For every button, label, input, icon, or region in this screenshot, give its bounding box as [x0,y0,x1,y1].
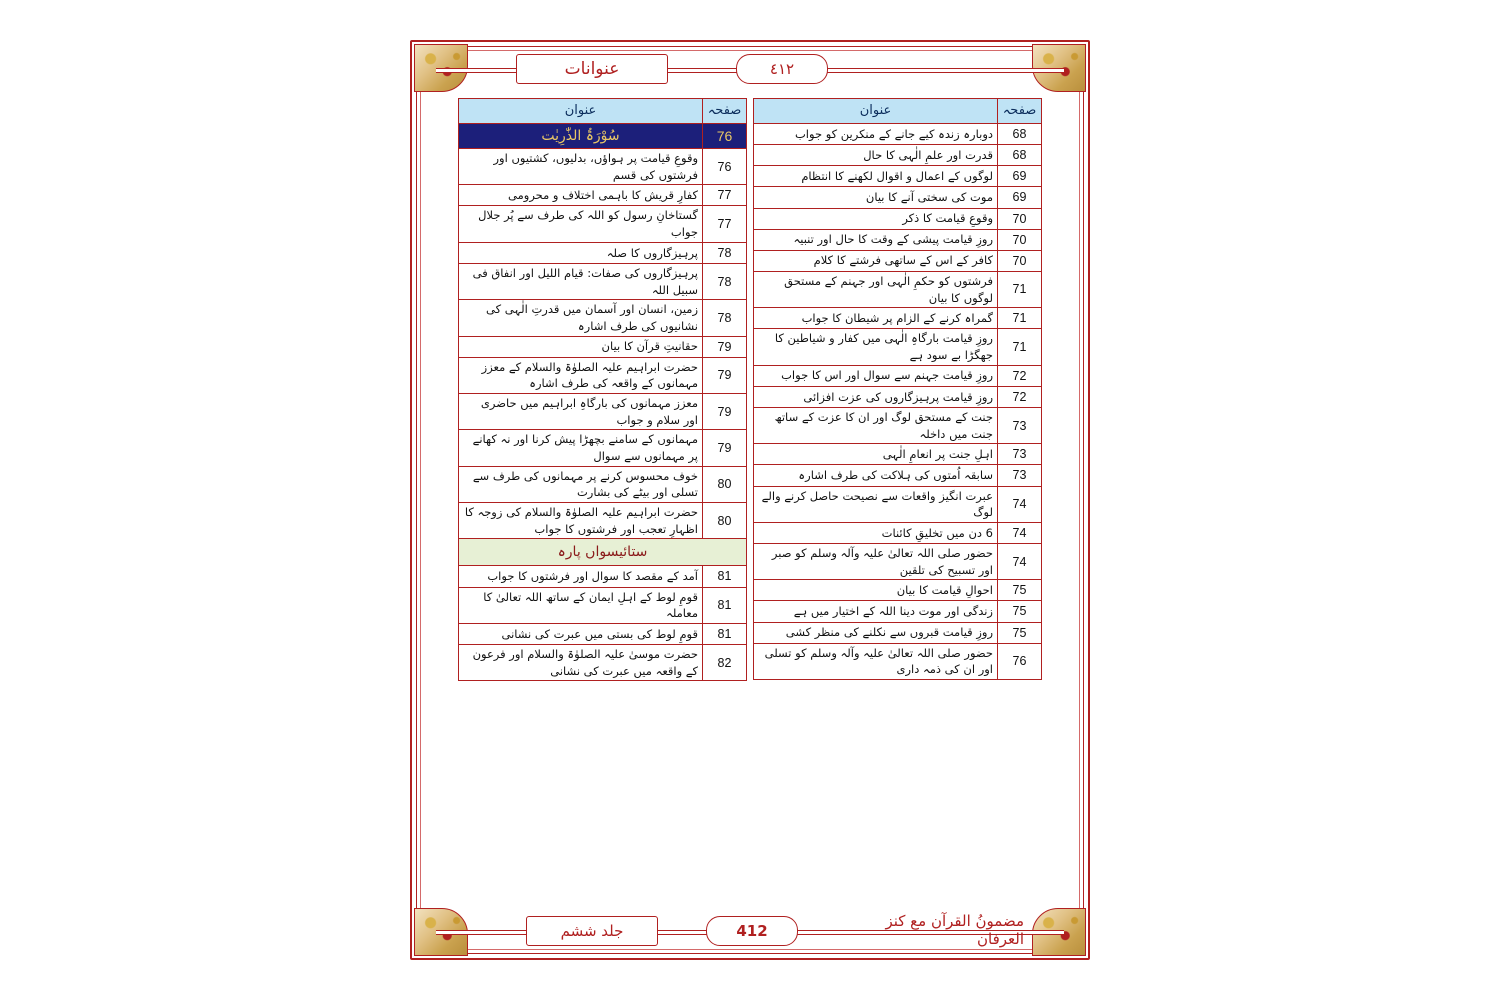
row-page-number: 82 [703,645,747,681]
table-row [459,645,747,681]
row-page-number: 70 [998,250,1042,271]
row-entry-title: دوبارہ زندہ کیے جانے کے منکرین کو جواب [754,124,998,145]
table-row [459,300,747,336]
row-page-number: 74 [998,522,1042,543]
header-page-number: ٤١٢ [736,54,828,84]
table-row [754,622,1042,643]
row-page-number: 70 [998,208,1042,229]
row-page-number: 76 [998,643,1042,679]
row-page-number: 68 [998,145,1042,166]
row-page-number: 69 [998,187,1042,208]
row-entry-title: پرہیزگاروں کی صفات: قیام اللیل اور انفاق فی سبیل اللہ [459,263,703,299]
table-row [459,430,747,466]
column-header-title: عنوان [459,99,703,124]
row-entry-title: گستاخانِ رسول کو اللہ کی طرف سے پُر جلال جواب [459,206,703,242]
table-row [754,145,1042,166]
table-row [754,465,1042,486]
row-page-number: 71 [998,308,1042,329]
table-row [459,149,747,185]
page-header [436,54,1064,84]
table-row [754,229,1042,250]
column-header-page: صفحہ [998,99,1042,124]
table-row [459,394,747,430]
row-entry-title: حضرت ابراہیم علیہ الصلوٰۃ والسلام کی زوجہ کا اظہارِ تعجب اور فرشتوں کا جواب [459,503,703,539]
row-page-number: 68 [998,124,1042,145]
row-entry-title: قدرت اور علمِ الٰہی کا حال [754,145,998,166]
table-row [459,263,747,299]
table-row [754,486,1042,522]
row-page-number: 79 [703,394,747,430]
row-entry-title: فرشتوں کو حکمِ الٰہی اور جہنم کے مستحق لوگوں کا بیان [754,271,998,307]
table-header-row [459,99,747,124]
table-header-row [754,99,1042,124]
table-row [754,166,1042,187]
table-row [459,566,747,587]
table-row [459,466,747,502]
table-row [754,271,1042,307]
table-row [459,357,747,393]
row-page-number: 73 [998,407,1042,443]
row-page-number: 79 [703,430,747,466]
table-row [459,206,747,242]
row-page-number: 76 [703,124,747,149]
table-row [754,308,1042,329]
right-table [753,98,1042,680]
row-entry-title: روزِ قیامت قبروں سے نکلنے کی منظر کشی [754,622,998,643]
row-entry-title: پرہیزگاروں کا صلہ [459,242,703,263]
row-entry-title: آمد کے مقصد کا سوال اور فرشتوں کا جواب [459,566,703,587]
footer-page-number: 412 [706,916,798,946]
row-entry-title: جنت کے مستحق لوگ اور ان کا عزت کے ساتھ جنت میں داخلہ [754,407,998,443]
table-row [754,601,1042,622]
row-page-number: 77 [703,185,747,206]
row-section-heading: سُوْرَۃُ الذّٰرِیٰت [459,124,703,149]
contents-tables [458,98,1042,902]
row-page-number: 72 [998,386,1042,407]
table-row [754,522,1042,543]
table-row [754,208,1042,229]
row-entry-title: حضرت موسیٰ علیہ الصلوٰۃ والسلام اور فرعون کے واقعہ میں عبرت کی نشانی [459,645,703,681]
row-entry-title: عبرت انگیز واقعات سے نصیحت حاصل کرنے والے لوگ [754,486,998,522]
row-entry-title: حقانیتِ قرآن کا بیان [459,336,703,357]
row-page-number: 75 [998,622,1042,643]
row-page-number: 70 [998,229,1042,250]
page-footer [436,912,1064,948]
row-page-number: 81 [703,623,747,644]
page-title: عنوانات [516,54,668,84]
table-row [459,539,747,566]
row-page-number: 73 [998,444,1042,465]
row-page-number: 73 [998,465,1042,486]
row-entry-title: سابقہ اُمتوں کی ہلاکت کی طرف اشارہ [754,465,998,486]
row-entry-title: خوف محسوس کرنے پر مہمانوں کی طرف سے تسلی اور بیٹے کی بشارت [459,466,703,502]
row-page-number: 71 [998,271,1042,307]
row-page-number: 74 [998,486,1042,522]
row-page-number: 72 [998,365,1042,386]
table-row [459,242,747,263]
row-entry-title: روزِ قیامت پیشی کے وقت کا حال اور تنبیہ [754,229,998,250]
table-row [754,580,1042,601]
row-page-number: 71 [998,329,1042,365]
row-page-number: 80 [703,503,747,539]
row-entry-title: مہمانوں کے سامنے بچھڑا پیش کرنا اور نہ کھانے پر مہمانوں سے سوال [459,430,703,466]
table-row [754,386,1042,407]
row-entry-title: احوالِ قیامت کا بیان [754,580,998,601]
row-entry-title: معزز مہمانوں کی بارگاہِ ابراہیم میں حاضری اور سلام و جواب [459,394,703,430]
row-entry-title: حضور صلی اللہ تعالیٰ علیہ وآلہ وسلم کو صبر اور تسبیح کی تلقین [754,544,998,580]
row-page-number: 76 [703,149,747,185]
table-row [459,587,747,623]
row-entry-title: روزِ قیامت جہنم سے سوال اور اس کا جواب [754,365,998,386]
table-row [754,643,1042,679]
table-row [459,623,747,644]
contents-table-left-column [458,98,747,902]
row-page-number: 78 [703,263,747,299]
row-entry-title: روزِ قیامت بارگاہِ الٰہی میں کفار و شیاطین کا جھگڑا بے سود ہے [754,329,998,365]
contents-table-right-column [753,98,1042,902]
row-entry-title: 6 دن میں تخلیقِ کائنات [754,522,998,543]
footer-book-title: مضمونُ القرآن مع کنز العرفان [885,912,1024,948]
row-page-number: 77 [703,206,747,242]
table-row [754,444,1042,465]
row-entry-title: زمین، انسان اور آسمان میں قدرتِ الٰہی کی نشانیوں کی طرف اشارہ [459,300,703,336]
row-page-number: 69 [998,166,1042,187]
row-page-number: 78 [703,242,747,263]
row-page-number: 75 [998,601,1042,622]
row-page-number: 79 [703,357,747,393]
row-entry-title: قومِ لوط کے اہلِ ایمان کے ساتھ اللہ تعالیٰ کا معاملہ [459,587,703,623]
row-entry-title: کافر کے اس کے ساتھی فرشتے کا کلام [754,250,998,271]
row-entry-title: گمراہ کرنے کے الزام پر شیطان کا جواب [754,308,998,329]
row-page-number: 75 [998,580,1042,601]
row-page-number: 79 [703,336,747,357]
row-page-number: 78 [703,300,747,336]
table-row [754,407,1042,443]
table-row [754,544,1042,580]
column-header-title: عنوان [754,99,998,124]
row-page-number: 81 [703,587,747,623]
left-table [458,98,747,681]
row-entry-title: کفارِ قریش کا باہمی اختلاف و محرومی [459,185,703,206]
table-row [459,336,747,357]
table-row [754,187,1042,208]
row-entry-title: وقوعِ قیامت پر ہواؤں، بدلیوں، کشتیوں اور فرشتوں کی قسم [459,149,703,185]
row-entry-title: قومِ لوط کی بستی میں عبرت کی نشانی [459,623,703,644]
table-row [459,185,747,206]
table-row [754,365,1042,386]
column-header-page: صفحہ [703,99,747,124]
row-page-number: 80 [703,466,747,502]
row-entry-title: لوگوں کے اعمال و اقوال لکھنے کا انتظام [754,166,998,187]
row-entry-title: روزِ قیامت پرہیزگاروں کی عزت افزائی [754,386,998,407]
row-page-number: 81 [703,566,747,587]
row-section-heading: ستائیسواں پارہ [459,539,747,566]
table-row [754,124,1042,145]
row-entry-title: زندگی اور موت دینا اللہ کے اختیار میں ہے [754,601,998,622]
footer-volume-label: جلد ششم [526,916,658,946]
table-row [754,250,1042,271]
row-entry-title: اہلِ جنت پر انعامِ الٰہی [754,444,998,465]
row-entry-title: وقوعِ قیامت کا ذکر [754,208,998,229]
table-row [754,329,1042,365]
row-entry-title: حضور صلی اللہ تعالیٰ علیہ وآلہ وسلم کو تسلی اور ان کی ذمہ داری [754,643,998,679]
table-row [459,124,747,149]
row-entry-title: حضرت ابراہیم علیہ الصلوٰۃ والسلام کے معزز مہمانوں کے واقعہ کی طرف اشارہ [459,357,703,393]
table-row [459,503,747,539]
row-page-number: 74 [998,544,1042,580]
document-page [410,40,1090,960]
row-entry-title: موت کی سختی آنے کا بیان [754,187,998,208]
